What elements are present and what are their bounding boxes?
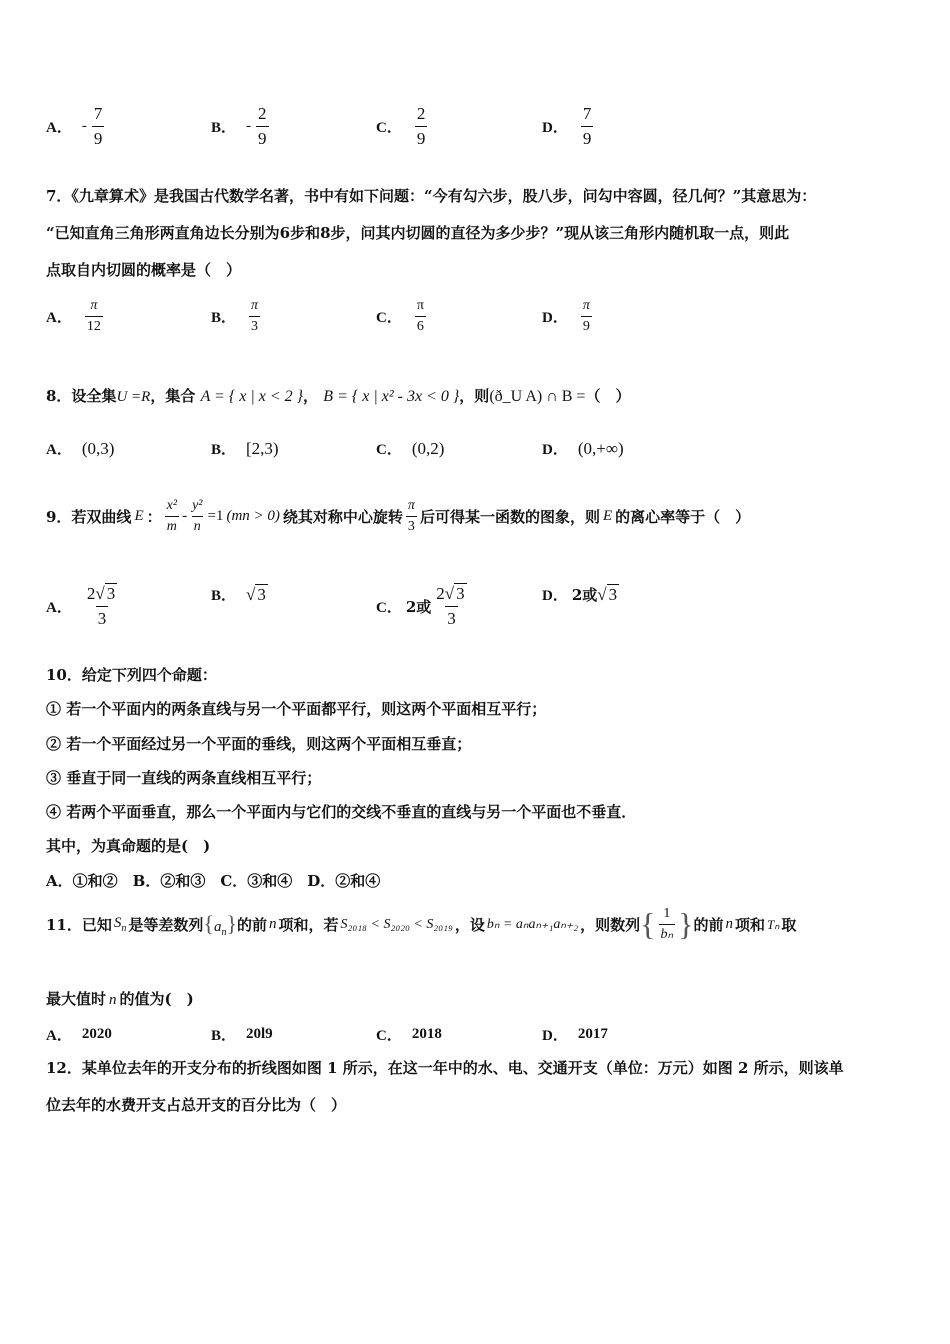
option-value: 2020: [81, 1026, 112, 1042]
fraction: [92, 104, 105, 149]
q11-p8: 项和: [734, 916, 765, 934]
fraction: [415, 104, 428, 149]
q8-then: ，则: [459, 387, 490, 405]
q10-ask: 其中，为真命题的是( ): [46, 837, 211, 856]
q6-option-c: [376, 104, 430, 149]
bn-definition: bₙ = aₙaₙ₊₁aₙ₊₂: [486, 917, 579, 932]
sequence-a: $\{a_n\}$: [203, 911, 238, 938]
q6-option-d: [542, 104, 596, 149]
q8-expression: (ð_U A) ∩ B =: [489, 388, 586, 405]
q9-option-a: [46, 584, 122, 629]
q8-sep: ，: [303, 387, 319, 405]
option-letter: A．: [46, 310, 72, 326]
option-value: (0,2): [411, 438, 445, 458]
q9-option-c: [376, 584, 472, 629]
fraction: [85, 298, 103, 335]
q7-option-d: [542, 298, 595, 335]
q11-p2: 是等差数列: [128, 916, 204, 934]
fraction: [406, 498, 417, 535]
numerator: x²: [166, 498, 178, 513]
option-letter: D．: [542, 442, 568, 458]
numerator: π: [407, 498, 415, 513]
option-letter: A．: [46, 1028, 72, 1044]
q8-option-c: [376, 438, 444, 459]
fraction: [581, 298, 592, 335]
denominator: n: [192, 516, 203, 535]
q8-stem: [46, 385, 630, 406]
q11-line-2: [46, 988, 194, 1009]
fraction: [659, 906, 676, 943]
option-letter: B．: [211, 120, 237, 136]
radicand: 3: [608, 584, 618, 604]
fraction: [165, 498, 179, 535]
numerator: y²: [192, 498, 203, 513]
n-variable: n: [109, 992, 117, 1008]
denominator: 9: [92, 126, 105, 149]
q11-p6: ，则数列: [580, 916, 641, 934]
sn-subscript: n: [121, 923, 127, 934]
q9-mid2: 后可得某一函数的图象，则: [419, 508, 600, 526]
q6-options: [46, 104, 906, 148]
q10-options: A．①和② B．②和③ C．③和④ D．②和④: [46, 871, 381, 890]
option-prefix: 2或: [405, 598, 432, 616]
numerator: 2: [258, 104, 267, 123]
n-variable: n: [269, 916, 277, 932]
q11-options: [46, 1024, 906, 1046]
option-value: [2,3): [246, 438, 279, 458]
q7-line-2: “已知直角三角形两直角边长分别为6步和8步，问其内切圆的直径为多少步？”现从该三角形内随机取一点，则此: [46, 224, 790, 242]
q8-option-b: [211, 438, 279, 459]
curve-name: E: [602, 508, 613, 524]
q11-option-a: [46, 1024, 112, 1045]
q11-p5: ，设: [454, 916, 485, 934]
sqrt-value: √ 3: [246, 584, 266, 604]
s-inequality: S₂₀₁₈ < S₂₀₂₀ < S₂₀₁₉: [340, 916, 453, 932]
q8-prefix: 8．设全集: [46, 387, 117, 405]
q10-item-1: ① 若一个平面内的两条直线与另一个平面都平行，则这两个平面相互平行；: [46, 700, 547, 719]
option-letter: B．: [211, 442, 237, 458]
fraction: [256, 104, 269, 149]
equation-rhs: =1: [207, 508, 224, 524]
q7-line-3: 点取自内切圆的概率是（ ）: [46, 261, 242, 279]
numerator: 2: [416, 104, 426, 123]
option-letter: A．: [46, 120, 72, 136]
option-letter: C．: [376, 310, 402, 326]
option-letter: D．: [542, 120, 568, 136]
q6-option-a: [46, 104, 107, 149]
numerator: π: [90, 298, 98, 313]
numerator: π: [416, 298, 424, 313]
coefficient: 2: [86, 584, 96, 603]
q10-title: 10．给定下列四个命题：: [46, 666, 217, 684]
curve-name: E: [134, 508, 144, 524]
q8-tail: （ ）: [585, 387, 631, 405]
numerator: 7: [93, 104, 103, 123]
q11-line2a: 最大值时: [46, 990, 107, 1008]
denominator: bₙ: [659, 924, 676, 943]
numerator: π: [582, 298, 590, 313]
q9-mid: 绕其对称中心旋转: [282, 508, 403, 526]
universe-set: U =R: [116, 389, 151, 405]
denominator: 12: [85, 316, 103, 335]
option-letter: A．: [46, 442, 72, 458]
numerator: 1: [663, 906, 671, 921]
q12-stem: [46, 1050, 844, 1124]
denominator: 3: [96, 606, 109, 629]
q7-option-a: [46, 298, 106, 335]
numerator: 7: [582, 104, 592, 123]
option-letter: C．: [376, 442, 402, 458]
q12-line-1: 12．某单位去年的开支分布的折线图如图 1 所示，在这一年中的水、电、交通开支（单位：万元）如图 2 所示，则该单: [46, 1059, 844, 1077]
q7-line-1: 7．《九章算术》是我国古代数学名著，书中有如下问题：“今有勾六步，股八步，问勾中容圆，径几何？”其意思为：: [46, 187, 817, 205]
option-letter: D．: [542, 310, 568, 326]
fraction: [190, 498, 204, 535]
q7-stem: [46, 178, 816, 289]
minus-sign: -: [246, 118, 252, 134]
set-b: B = { x | x² - 3x < 0 }: [323, 388, 460, 405]
radicand: 3: [106, 584, 116, 603]
q11-line2b: 的值为( ): [119, 990, 194, 1008]
q8-option-d: [542, 438, 624, 459]
denominator: 9: [581, 316, 592, 335]
q12-line-2: 位去年的水费开支占总开支的百分比为（ ）: [46, 1096, 347, 1114]
q9-colon: ：: [146, 508, 162, 526]
option-letter: B．: [211, 588, 237, 604]
option-letter: C．: [376, 1028, 402, 1044]
coefficient: 2: [436, 584, 445, 603]
n-variable: n: [725, 916, 733, 932]
q9-option-b: [211, 584, 268, 605]
numerator: 2√ 3: [86, 584, 116, 603]
option-value: (0,3): [81, 438, 115, 458]
option-letter: B．: [211, 1028, 237, 1044]
an-letter: a: [213, 919, 222, 935]
condition: (mn > 0): [226, 508, 280, 524]
q9-stem: [46, 498, 750, 535]
denominator: 3: [249, 316, 260, 335]
q9-prefix: 9．若双曲线: [46, 508, 132, 526]
radicand: 3: [257, 584, 266, 604]
denominator: 3: [406, 516, 417, 535]
sequence-inv-b: { $\frac{1}{\text{bₙ}}$ }: [640, 906, 694, 942]
q11-p3: 的前: [237, 916, 268, 934]
q11-p7: 的前: [693, 916, 724, 934]
numerator: 2√ 3: [436, 584, 465, 603]
radicand: 3: [456, 584, 465, 603]
denominator: 3: [445, 606, 458, 629]
option-value: 20l9: [246, 1026, 273, 1042]
q11-stem: [46, 906, 796, 943]
option-letter: B．: [211, 310, 237, 326]
q7-option-b: [211, 298, 263, 335]
denominator: 9: [581, 126, 594, 149]
option-letter: D．: [542, 588, 568, 604]
fraction: [434, 584, 468, 629]
sn-symbol: [114, 915, 127, 934]
option-letter: A．: [46, 600, 72, 616]
q10-item-3: ③ 垂直于同一直线的两条直线相互平行；: [46, 768, 322, 787]
fraction: [581, 104, 594, 149]
denominator: 9: [256, 126, 269, 149]
fraction: [415, 298, 426, 335]
q11-p1: 11．已知: [46, 916, 112, 934]
minus-sign: -: [182, 508, 188, 524]
q11-p9: 取: [781, 916, 797, 934]
option-letter: D．: [542, 1028, 568, 1044]
option-prefix: 2或: [571, 586, 598, 604]
q11-p4: 项和，若: [278, 916, 339, 934]
denominator: m: [165, 516, 179, 535]
q11-option-b: [211, 1024, 273, 1045]
option-letter: C．: [376, 120, 402, 136]
q9-options: [46, 584, 906, 630]
option-value: 2017: [577, 1026, 608, 1042]
option-value: (0,+∞): [577, 438, 624, 458]
q8-mid: ，集合: [150, 387, 196, 405]
option-letter: C．: [376, 600, 402, 616]
denominator: 9: [415, 126, 428, 149]
q7-options: [46, 298, 906, 342]
an-subscript: n: [221, 927, 227, 938]
fraction: [85, 584, 119, 629]
q9-tail: 的离心率等于（ ）: [615, 508, 751, 526]
q10-block: [46, 658, 636, 898]
set-a: A = { x | x < 2 }: [200, 388, 304, 405]
q6-option-b: [211, 104, 272, 149]
q8-options: [46, 438, 906, 468]
sqrt-value: √ 3: [597, 584, 618, 604]
denominator: 6: [415, 316, 426, 335]
option-value: 2018: [411, 1026, 442, 1042]
q10-item-2: ② 若一个平面经过另一个平面的垂线，则这两个平面相互垂直；: [46, 734, 472, 753]
numerator: π: [251, 298, 259, 313]
fraction: [249, 298, 260, 335]
sn-letter: S: [113, 915, 122, 931]
q11-option-c: [376, 1024, 442, 1045]
q7-option-c: [376, 298, 429, 335]
q9-option-d: [542, 584, 619, 605]
q8-option-a: [46, 438, 114, 459]
tn-symbol: Tₙ: [767, 916, 780, 932]
q10-item-4: ④ 若两个平面垂直，那么一个平面内与它们的交线不垂直的直线与另一个平面也不垂直．: [46, 803, 637, 822]
q11-option-d: [542, 1024, 608, 1045]
minus-sign: -: [81, 118, 87, 134]
